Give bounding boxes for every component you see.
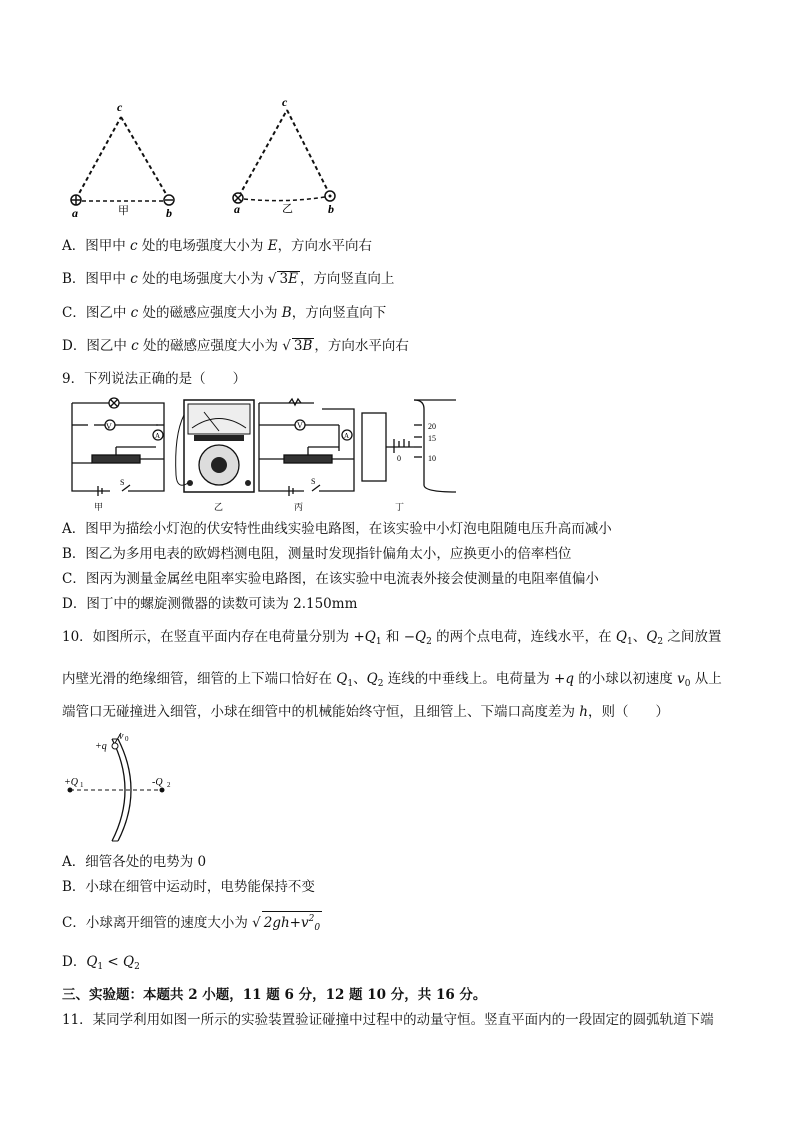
label-jia: 甲 [94, 502, 104, 512]
label-a: a [234, 202, 240, 216]
circuit-bing [259, 399, 354, 496]
triangle-right [233, 95, 335, 216]
q10-stem-line3: 端管口无碰撞进入细管，小球在细管中的机械能始终守恒，且细管上、下端口高度差为 h，则（ ） [62, 704, 669, 720]
negative-charge-icon [164, 195, 174, 205]
q10-figure [62, 727, 182, 847]
svg-text:10: 10 [428, 454, 436, 463]
svg-text:S: S [120, 478, 125, 487]
svg-text:0: 0 [397, 454, 401, 463]
label-yi: 乙 [214, 502, 224, 512]
triangle-left [71, 100, 174, 220]
svg-text:+q: +q [95, 741, 107, 752]
positive-charge-icon [71, 195, 81, 205]
label-ding: 丁 [395, 502, 405, 512]
circuit-jia [72, 398, 164, 496]
q8-option-d: D．图乙中 c 处的磁感应强度大小为 √ 3B ，方向水平向右 [62, 338, 409, 354]
svg-text:v: v [119, 731, 124, 742]
svg-text:2: 2 [167, 781, 171, 789]
section-heading: 三、实验题：本题共 2 小题，11 题 6 分，12 题 10 分，共 16 分。 [62, 987, 487, 1003]
current-out-of-page-icon [325, 191, 335, 201]
svg-text:1: 1 [80, 781, 84, 789]
svg-text:-Q: -Q [152, 777, 163, 788]
multimeter-yi [176, 400, 254, 492]
q9-option-d: D．图丁中的螺旋测微器的读数可读为 2.150mm [62, 596, 358, 612]
q11-stem: 11．某同学利用如图一所示的实验装置验证碰撞中过程中的动量守恒。竖直平面内的一段固定的圆弧轨道下端 [62, 1012, 714, 1028]
q10-option-a: A．细管各处的电势为 0 [62, 854, 207, 870]
label-yi: 乙 [282, 203, 293, 215]
q9-option-c: C．图丙为测量金属丝电阻率实验电路图，在该实验中电流表外接会使测量的电阻率值偏小 [62, 571, 599, 587]
svg-text:20: 20 [428, 422, 436, 431]
q10-stem-line1: 10．如图所示，在竖直平面内存在电荷量分别为 $+Q_1$ 和 $-Q_2$ 的两个点电荷，连线水平，在 $Q_1$、$Q_2$ 之间放置 [62, 629, 722, 647]
q10-stem-line2: 内壁光滑的绝缘细管，细管的上下端口恰好在 $Q_1$、$Q_2$ 连线的中垂线上。电荷量为 +q 的小球以初速度 $v_0$ 从上 [62, 671, 722, 689]
label-jia: 甲 [118, 205, 129, 217]
q10-option-d: D．$Q_1 < Q_2$ [62, 954, 140, 972]
label-b: b [328, 202, 334, 216]
q8-option-b: B．图甲中 c 处的电场强度大小为 √ 3E ，方向竖直向上 [62, 271, 395, 287]
q8-option-a: A．图甲中 c 处的电场强度大小为 E，方向水平向右 [62, 238, 373, 254]
q9-stem: 9．下列说法正确的是（ ） [62, 371, 247, 387]
svg-text:V: V [106, 422, 112, 431]
svg-text:A: A [344, 432, 350, 440]
label-b: b [166, 206, 172, 220]
svg-text:S: S [311, 477, 316, 486]
label-c: c [282, 95, 288, 109]
svg-text:0: 0 [125, 735, 129, 743]
q8-option-c: C．图乙中 c 处的磁感应强度大小为 B，方向竖直向下 [62, 305, 387, 321]
svg-text:+Q: +Q [64, 777, 78, 788]
label-c: c [117, 100, 123, 114]
q10-option-b: B．小球在细管中运动时，电势能保持不变 [62, 879, 315, 895]
q9-option-b: B．图乙为多用电表的欧姆档测电阻，测量时发现指针偏角太小，应换更小的倍率档位 [62, 546, 572, 562]
q9-figure [64, 395, 459, 513]
svg-text:V: V [297, 421, 303, 430]
q9-option-a: A．图甲为描绘小灯泡的伏安特性曲线实验电路图，在该实验中小灯泡电阻随电压升高而减小 [62, 521, 612, 537]
label-a: a [72, 206, 78, 220]
svg-text:A: A [155, 432, 161, 440]
svg-text:15: 15 [428, 434, 436, 443]
micrometer-ding [362, 400, 456, 492]
q10-option-c: C．小球离开细管的速度大小为 √ $2gh+v^2_0$ [62, 911, 322, 936]
label-bing: 丙 [294, 502, 304, 512]
triangle-figure [60, 95, 360, 220]
